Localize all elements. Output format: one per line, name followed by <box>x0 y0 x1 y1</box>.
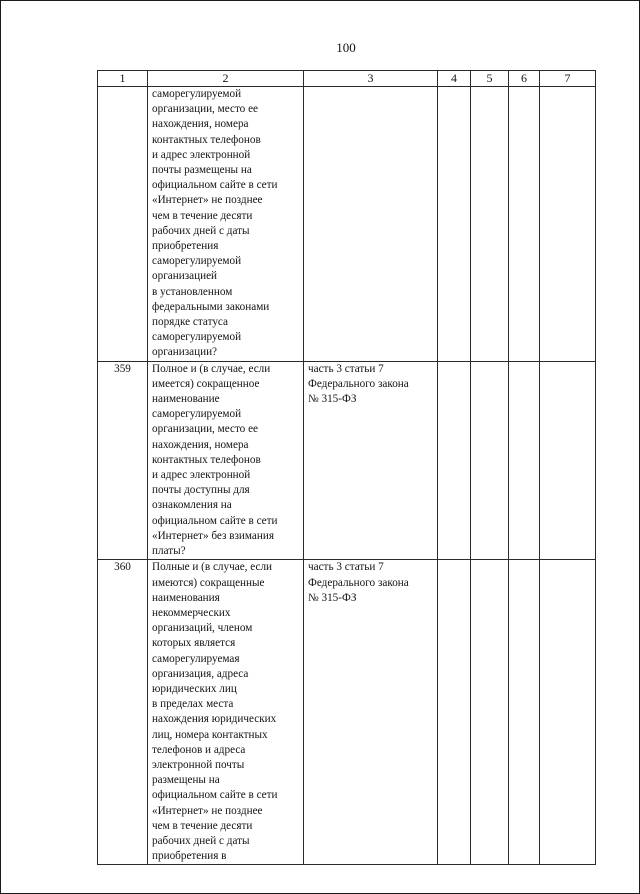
column-header-5: 5 <box>471 71 509 87</box>
answer-cell-yes <box>438 87 471 362</box>
notes-cell <box>540 87 596 362</box>
question-text: Полные и (в случае, если имеются) сокращенные наименования некоммерческих организаций, членом которых является саморегулируемая организация, адреса юридических лиц в пределах места нахождения юридических лиц, номера контактных телефонов и адреса электронной почты размещены на официальном сайте в сети «Интернет» не позднее чем в течение десяти рабочих дней с даты приобретения в <box>148 560 304 865</box>
answer-cell-na <box>509 87 540 362</box>
notes-cell <box>540 361 596 560</box>
answer-cell-na <box>509 560 540 865</box>
question-text: Полное и (в случае, если имеется) сокращенное наименование саморегулируемой организации, место ее нахождения, номера контактных телефонов и адрес электронной почты доступны для ознакомления на официальном сайте в сети «Интернет» без взимания платы? <box>148 361 304 560</box>
answer-cell-no <box>471 361 509 560</box>
answer-cell-yes <box>438 361 471 560</box>
column-header-7: 7 <box>540 71 596 87</box>
legal-reference: часть 3 статьи 7 Федерального закона № 315-ФЗ <box>304 560 438 865</box>
column-header-2: 2 <box>148 71 304 87</box>
answer-cell-no <box>471 87 509 362</box>
legal-reference <box>304 87 438 362</box>
notes-cell <box>540 560 596 865</box>
legal-reference: часть 3 статьи 7 Федерального закона № 315-ФЗ <box>304 361 438 560</box>
row-number: 360 <box>98 560 148 865</box>
checklist-table <box>97 70 596 865</box>
answer-cell-no <box>471 560 509 865</box>
column-header-4: 4 <box>438 71 471 87</box>
answer-cell-yes <box>438 560 471 865</box>
column-header-6: 6 <box>509 71 540 87</box>
answer-cell-na <box>509 361 540 560</box>
row-number <box>98 87 148 362</box>
table-row <box>98 560 596 865</box>
page-number: 100 <box>336 40 356 55</box>
table-row <box>98 87 596 362</box>
table-row <box>98 361 596 560</box>
question-text: саморегулируемой организации, место ее нахождения, номера контактных телефонов и адрес электронной почты размещены на официальном сайте в сети «Интернет» не позднее чем в течение десяти рабочих дней с даты приобретения саморегулируемой организацией в установленном федеральными законами порядке статуса саморегулируемой организации? <box>148 87 304 362</box>
header-row <box>98 71 596 87</box>
column-header-3: 3 <box>304 71 438 87</box>
column-header-1: 1 <box>98 71 148 87</box>
row-number: 359 <box>98 361 148 560</box>
